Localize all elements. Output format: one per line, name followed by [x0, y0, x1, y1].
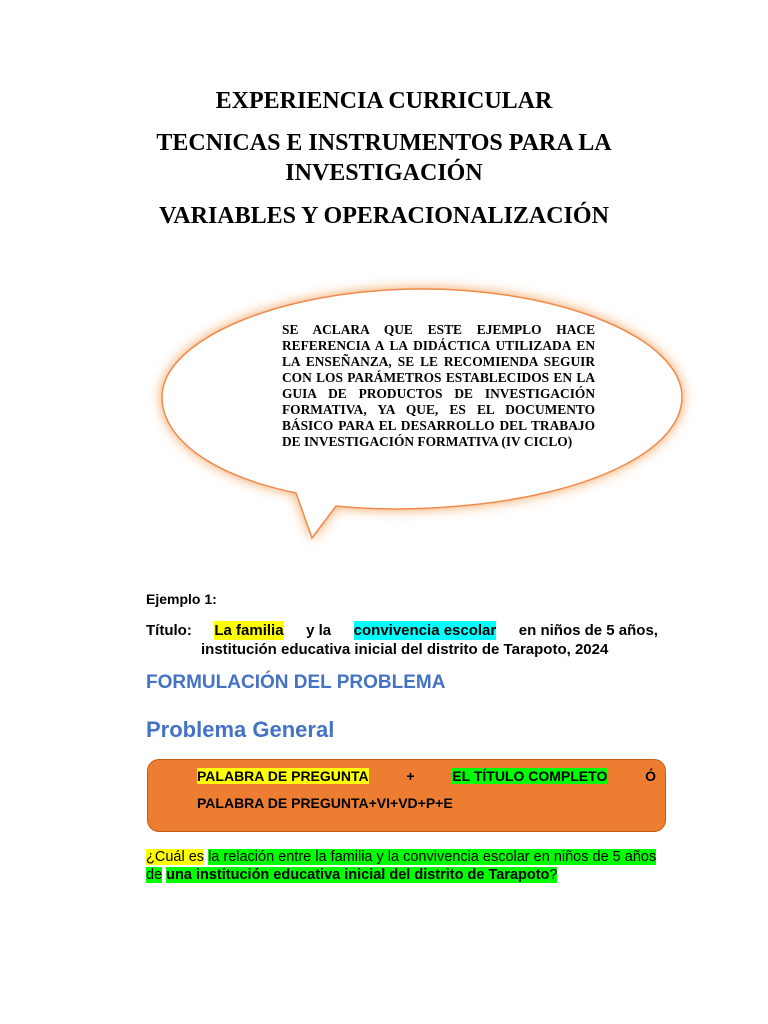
title-rest-1: en niños de 5 años, [518, 622, 658, 639]
formula-plus: + [406, 768, 415, 784]
formula-full-title: EL TÍTULO COMPLETO [452, 768, 608, 784]
formula-line-2: PALABRA DE PREGUNTA+VI+VD+P+E [197, 795, 453, 811]
title-variable-2: convivencia escolar [353, 622, 497, 639]
title-rest-2: institución educativa inicial del distrito de Tarapoto, 2024 [201, 641, 609, 658]
formula-or: Ó [645, 768, 656, 784]
doc-heading-course: EXPERIENCIA CURRICULAR [215, 88, 553, 114]
example-title-line1 [146, 621, 658, 640]
formula-question-word: PALABRA DE PREGUNTA [197, 768, 369, 784]
title-conjunction: y la [306, 622, 332, 639]
section-general-problem: Problema General [146, 717, 335, 742]
question-body: la relación entre la familia y la convivencia escolar en niños de 5 años de [146, 849, 657, 883]
research-question [146, 848, 666, 884]
formula-line-1 [197, 768, 656, 784]
example-label: Ejemplo 1: [146, 591, 217, 607]
doc-heading-topic: TECNICAS E INSTRUMENTOS PARA LA INVESTIGACIÓN [156, 130, 612, 186]
example-title [146, 621, 658, 659]
question-institution: una institución educativa inicial del distrito de Tarapoto [166, 867, 550, 883]
speech-bubble-text: SE ACLARA QUE ESTE EJEMPLO HACE REFERENCIA A LA DIDÁCTICA UTILIZADA EN LA ENSEÑANZA, SE LE RECOMIENDA SEGUIR CON LOS PARÁMETROS ESTABLECIDOS EN LA GUIA DE PRODUCTOS DE INVESTIGACIÓN FORMATIVA, YA QUE, ES EL DOCUMENTO BÁSICO PARA EL DESARROLLO DEL TRABAJO DE INVESTIGACIÓN FORMATIVA (IV CICLO) [282, 322, 595, 449]
doc-heading-subtopic: VARIABLES Y OPERACIONALIZACIÓN [159, 203, 609, 229]
question-word: ¿Cuál es [146, 849, 205, 865]
section-formulation: FORMULACIÓN DEL PROBLEMA [146, 672, 446, 693]
formula-box [147, 759, 666, 832]
title-variable-1: La familia [214, 622, 284, 639]
question-end: ? [549, 867, 558, 883]
title-label: Título: [146, 622, 192, 639]
